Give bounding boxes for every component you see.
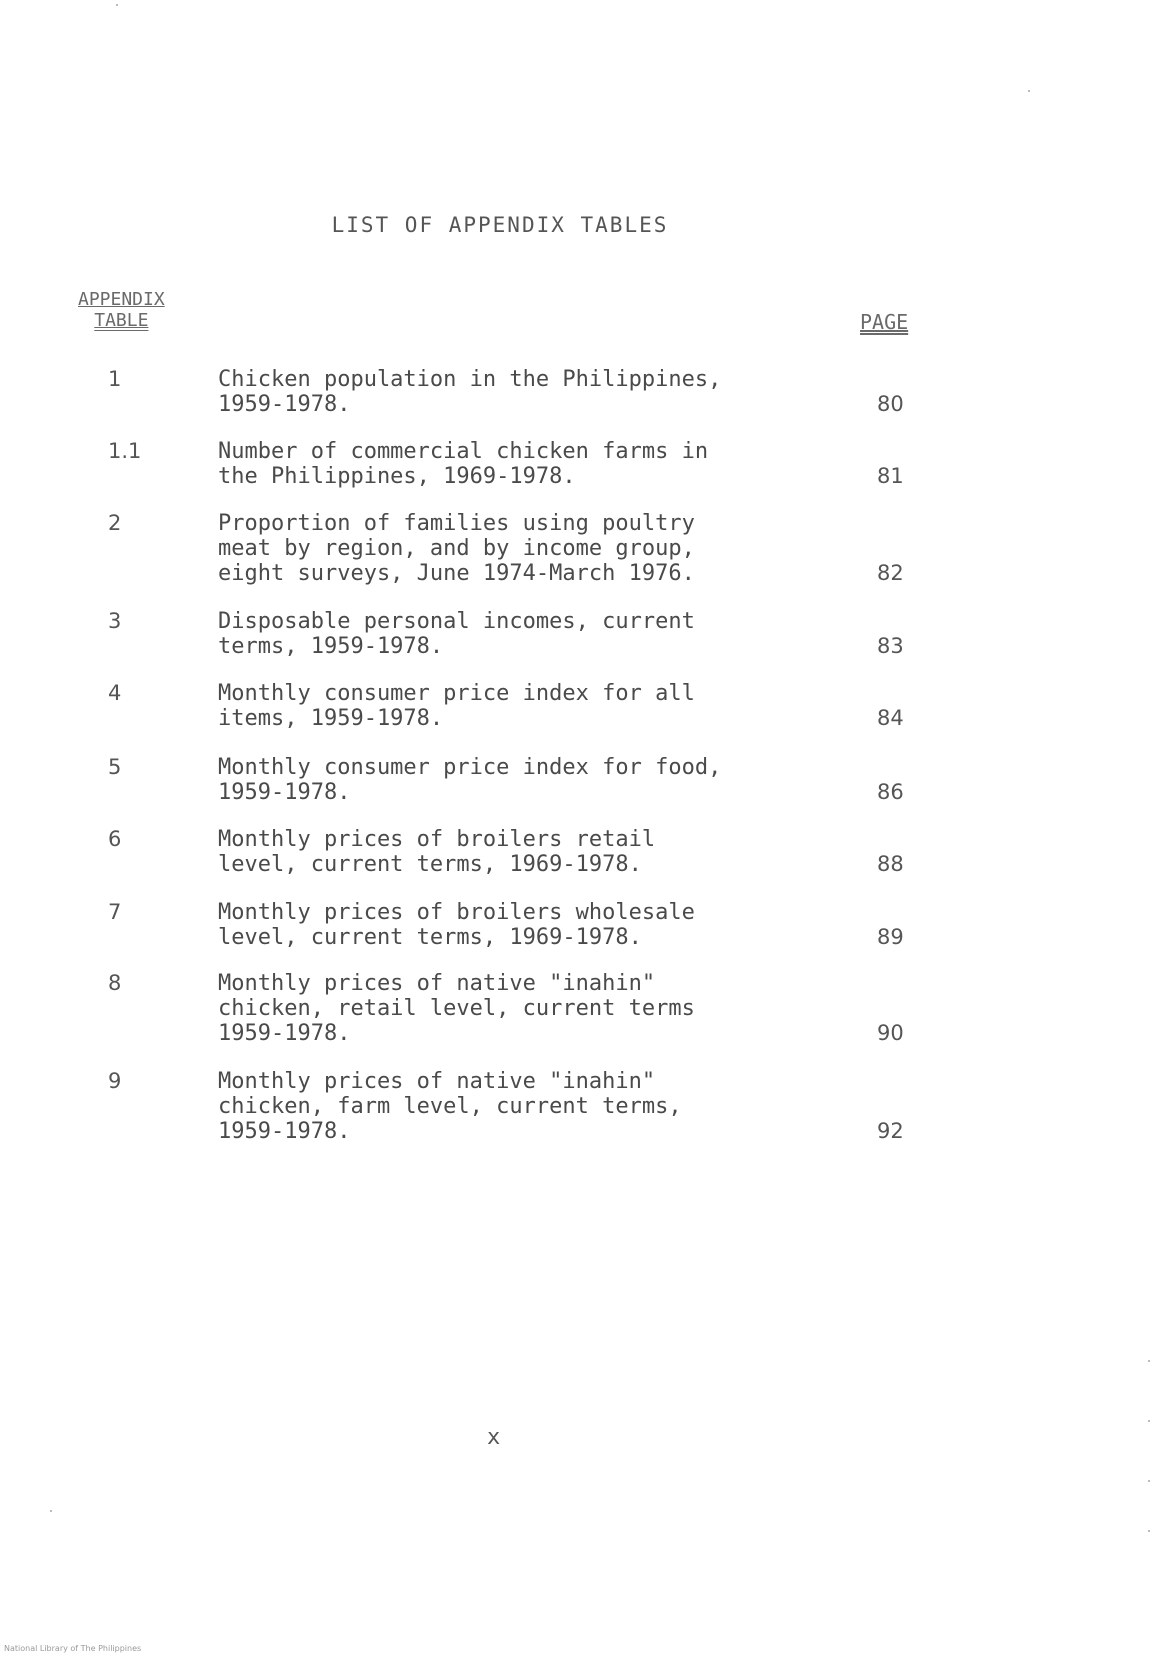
scan-speck <box>50 1510 52 1512</box>
scan-speck <box>1148 1530 1150 1532</box>
entry-title: Monthly prices of native "inahin" chicken, farm level, current terms, 1959-1978. <box>218 1069 682 1144</box>
entry-page: 84 <box>877 706 904 730</box>
column-header-appendix: APPENDIX <box>78 289 165 310</box>
entry-page: 81 <box>877 464 904 488</box>
entry-number: 1 <box>108 367 122 391</box>
entry-title: Disposable personal incomes, current terms, 1959-1978. <box>218 609 695 659</box>
entry-number: 1.1 <box>108 439 142 463</box>
entry-number: 5 <box>108 755 122 779</box>
appendix-table-column-header <box>78 290 165 331</box>
entry-title: Monthly prices of broilers retail level, current terms, 1969-1978. <box>218 827 656 877</box>
entry-title: Proportion of families using poultry meat by region, and by income group, eight surveys, June 1974-March 1976. <box>218 511 695 586</box>
entry-number: 4 <box>108 681 122 705</box>
column-header-table: TABLE <box>94 310 149 331</box>
entry-number: 2 <box>108 511 122 535</box>
entry-number: 3 <box>108 609 122 633</box>
entry-page: 89 <box>877 925 904 949</box>
scan-speck <box>1148 1360 1150 1362</box>
page-number: x <box>487 1425 501 1450</box>
entry-title: Monthly prices of broilers wholesale level, current terms, 1969-1978. <box>218 900 695 950</box>
entry-page: 82 <box>877 561 904 585</box>
entry-page: 92 <box>877 1119 904 1143</box>
scan-watermark: National Library of The Philippines <box>4 1644 142 1653</box>
page-title: LIST OF APPENDIX TABLES <box>331 213 669 237</box>
entry-number: 8 <box>108 971 122 995</box>
page-column-header: PAGE <box>860 310 909 334</box>
scan-speck <box>1148 1420 1150 1422</box>
entry-page: 88 <box>877 852 904 876</box>
entry-page: 83 <box>877 634 904 658</box>
entry-number: 6 <box>108 827 122 851</box>
entry-title: Monthly consumer price index for food, 1959-1978. <box>218 755 722 805</box>
entry-title: Monthly consumer price index for all items, 1959-1978. <box>218 681 695 731</box>
entry-number: 9 <box>108 1069 122 1093</box>
entry-number: 7 <box>108 900 122 924</box>
scan-speck <box>1148 1480 1150 1482</box>
entry-page: 90 <box>877 1021 904 1045</box>
entry-title: Number of commercial chicken farms in the Philippines, 1969-1978. <box>218 439 709 489</box>
scan-speck <box>1028 90 1030 92</box>
scan-speck <box>116 4 118 6</box>
entry-page: 80 <box>877 392 904 416</box>
entry-title: Monthly prices of native "inahin" chicken, retail level, current terms 1959-1978. <box>218 971 695 1046</box>
entry-page: 86 <box>877 780 904 804</box>
entry-title: Chicken population in the Philippines, 1959-1978. <box>218 367 722 417</box>
